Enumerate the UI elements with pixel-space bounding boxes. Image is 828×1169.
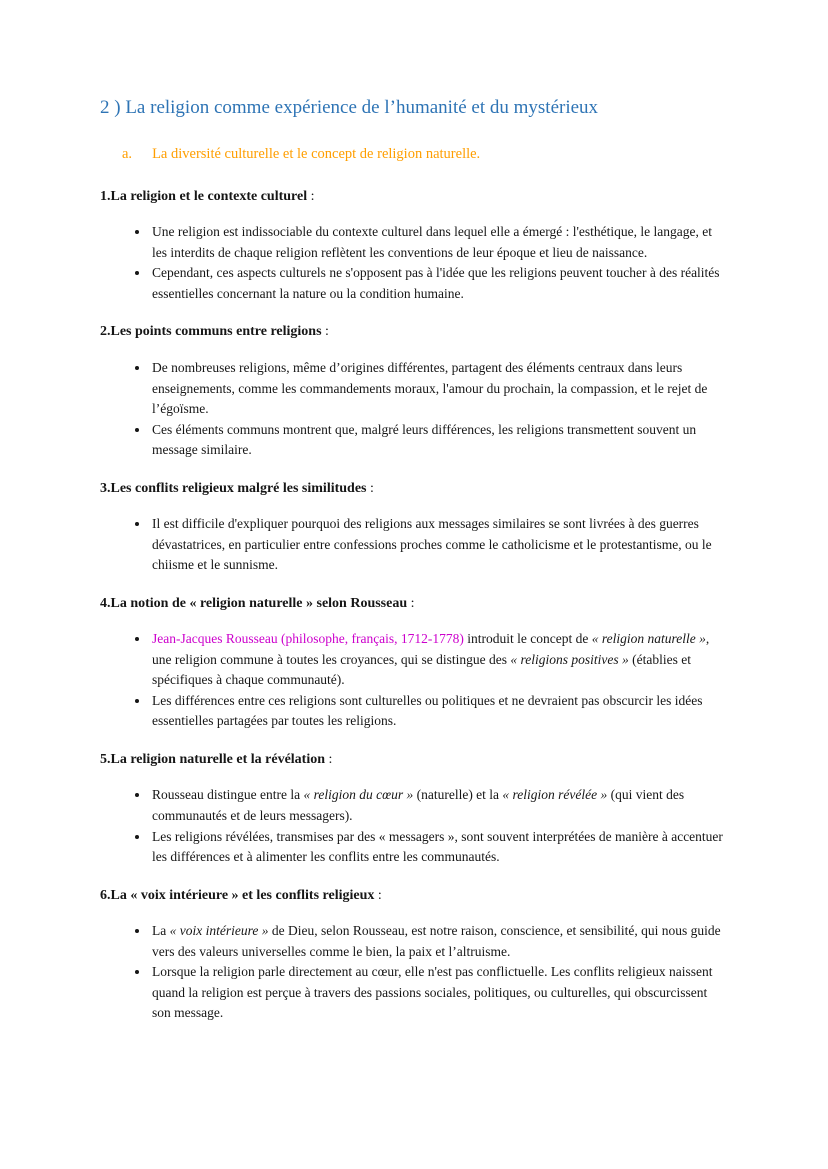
section-religion-revelation [100,750,728,868]
bullet-list [100,629,728,732]
term-religions-positives: « religions positives » [510,651,629,667]
text-segment: Une religion est indissociable du contexte culturel dans lequel elle a émergé : l'esthétique, le langage, et les interdits de chaque religion reflètent les conventions de leur époque et lieu de naissance. [152,224,712,260]
rousseau-reference: Jean-Jacques Rousseau (philosophe, français, 1712-1778) [152,631,464,647]
section-colon: : [307,188,315,204]
section-title: La religion et le contexte culturel [110,188,308,204]
section-title: Les conflits religieux malgré les similitudes [110,480,367,496]
term-religion-revelee: « religion révélée » [502,787,608,803]
term-voix-interieure: « voix intérieure » [169,923,269,939]
text-segment: (établies et spécifiques à chaque communauté). [152,651,692,688]
section-number: 4. [100,595,111,611]
section-colon: : [321,324,329,340]
bullet-item [150,691,728,732]
bullet-item [150,420,728,461]
text-segment: (qui vient des communautés et de leurs messagers). [152,787,685,823]
subtitle-letter: a. [122,145,133,162]
section-title: La notion de « religion naturelle » selon Rousseau [110,595,408,611]
subtitle-text: La diversité culturelle et le concept de religion naturelle. [152,145,481,162]
text-segment: Lorsque la religion parle directement au cœur, elle n'est pas conflictuelle. Les conflits religieux naissent quand la religion est perçue à travers des passions sociales, politiques, ou culturelles, qui obscurcissent son message. [152,964,713,1021]
text-segment: de Dieu, selon Rousseau, est notre raison, conscience, et sensibilité, qui nous guide vers des valeurs universelles comme le bien, la paix et l’altruisme. [152,923,721,959]
section-colon: : [374,887,382,903]
section-conflits-religieux [100,479,728,576]
text-segment: introduit le concept de [463,631,592,647]
page-title: 2 ) La religion comme expérience de l’humanité et du mystérieux [100,97,599,118]
section-heading [100,594,728,614]
text-segment: Ces éléments communs montrent que, malgré leurs différences, les religions transmettent souvent un message similaire. [152,421,697,458]
bullet-list [100,358,728,461]
section-colon: : [407,595,415,611]
text-segment: Il est difficile d'expliquer pourquoi des religions aux messages similaires se sont livrées à des guerres dévastatrices, en particulier entre confessions proches comme le catholicisme et le protestantisme, ou le chiisme et le sunnisme. [152,516,712,573]
section-number: 1. [100,188,111,204]
bullet-item [150,629,728,691]
section-colon: : [366,480,374,496]
section-number: 3. [100,480,111,496]
section-heading [100,886,728,906]
text-segment: De nombreuses religions, même d’origines différentes, partagent des éléments centraux dans leurs enseignements, comme les commandements moraux, l'amour du prochain, la compassion, et le rejet de l’égoïsme. [152,360,708,417]
bullet-item [150,514,728,576]
section-heading [100,479,728,499]
section-title: Les points communs entre religions [110,324,322,340]
bullet-list [100,921,728,1024]
bullet-item [150,921,728,962]
bullet-item [150,358,728,420]
section-contexte-culturel [100,187,728,305]
text-segment: , une religion commune à toutes les croyances, qui se distingue des [152,631,710,667]
bullet-list [100,222,728,304]
section-colon: : [325,751,333,767]
text-segment: Cependant, ces aspects culturels ne s'opposent pas à l'idée que les religions peuvent toucher à des réalités essentielles concernant la nature ou la condition humaine. [152,265,720,301]
text-segment: Rousseau distingue entre la [152,787,304,803]
section-religion-naturelle-rousseau [100,594,728,732]
section-voix-interieure [100,886,728,1024]
bullet-item [150,785,728,826]
section-number: 2. [100,324,111,340]
text-segment: La [152,923,170,939]
bullet-item [150,263,728,304]
section-number: 6. [100,887,111,903]
bullet-list [100,514,728,576]
text-segment: (naturelle) et la [413,787,503,803]
section-title: La religion naturelle et la révélation [110,751,326,767]
section-points-communs [100,322,728,460]
bullet-item [150,827,728,868]
bullet-list [100,785,728,867]
bullet-item [150,222,728,263]
section-title: La « voix intérieure » et les conflits religieux [110,887,375,903]
term-religion-du-coeur: « religion du cœur » [303,787,414,803]
section-number: 5. [100,751,111,767]
section-heading [100,750,728,770]
section-heading [100,322,728,342]
bullet-item [150,962,728,1024]
page-subtitle [100,146,728,163]
section-heading [100,187,728,207]
text-segment: Les religions révélées, transmises par des « messagers », sont souvent interprétées de manière à accentuer les différences et à alimenter les conflits entre les communautés. [152,828,723,865]
text-segment: Les différences entre ces religions sont culturelles ou politiques et ne devraient pas obscurcir les idées essentielles partagées par toutes les religions. [152,692,703,729]
term-religion-naturelle: « religion naturelle » [591,631,706,647]
